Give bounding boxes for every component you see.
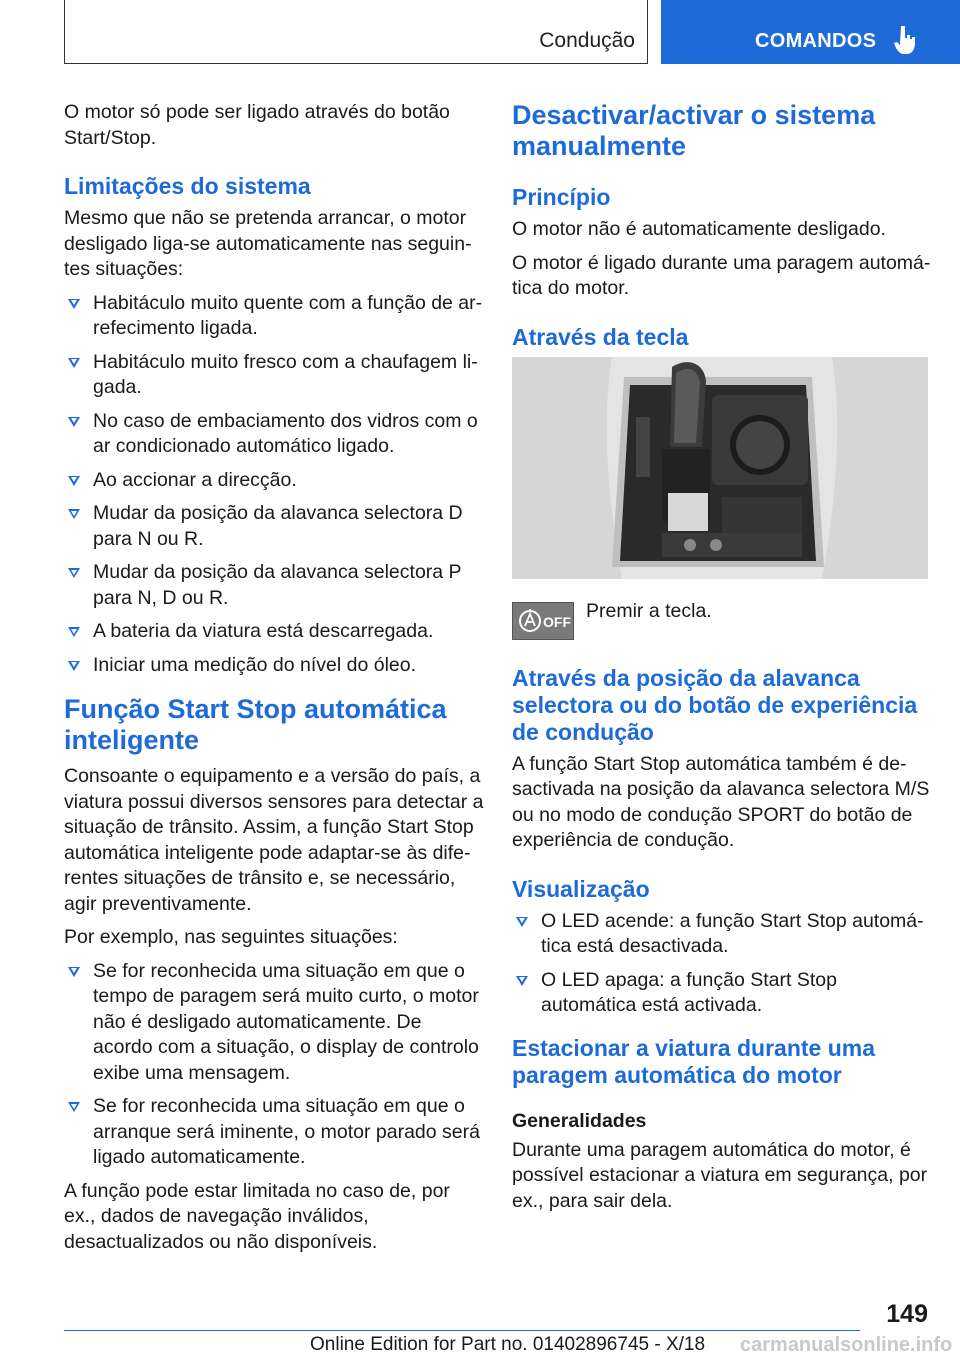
- triangle-bullet-icon: [68, 509, 80, 519]
- triangle-bullet-icon: [516, 917, 528, 927]
- list-item: Ao accionar a direcção.: [64, 468, 484, 494]
- list-item: Se for reconhecida uma situação em que o arranque será iminente, o motor parado será ligado automaticamente.: [64, 1094, 484, 1171]
- principle-heading: Princípio: [512, 184, 611, 210]
- list-item: O LED acende: a função Start Stop automá-tica está desactivada.: [512, 909, 932, 960]
- triangle-bullet-icon: [68, 1102, 80, 1112]
- general-paragraph: Durante uma paragem automática do motor, é possível estacionar a viatura em segurança, por ex., para sair dela.: [512, 1138, 928, 1212]
- lever-paragraph: A função Start Stop automática também é de-sactivada na posição da alavanca selectora M/S ou no modo de condução SPORT do botão de experiência de condução.: [512, 752, 930, 851]
- list-item: Mudar da posição da alavanca selectora D para N ou R.: [64, 501, 484, 552]
- example-list: [64, 959, 484, 1171]
- right-column: [512, 100, 932, 1222]
- list-item: Habitáculo muito quente com a função de ar-refecimento ligada.: [64, 291, 484, 342]
- triangle-bullet-icon: [68, 358, 80, 368]
- center-console-photo: [512, 357, 928, 579]
- list-item: Mudar da posição da alavanca selectora P para N, D ou R.: [64, 560, 484, 611]
- limits-list: [64, 291, 484, 679]
- page-number: 149: [886, 1300, 928, 1328]
- principle-paragraph-1: O motor não é automaticamente desligado.: [512, 218, 886, 240]
- hand-pointer-icon: [893, 24, 919, 58]
- list-item: Habitáculo muito fresco com a chaufagem li-gada.: [64, 350, 484, 401]
- center-console-illustration: [512, 357, 928, 579]
- header-section-title: Condução: [539, 29, 635, 52]
- limits-paragraph: Mesmo que não se pretenda arrancar, o motor desligado liga-se automaticamente nas seguin-tes situações:: [64, 207, 472, 280]
- header-chapter-box: [661, 0, 960, 64]
- park-heading: Estacionar a viatura durante uma paragem automática do motor: [512, 1034, 876, 1088]
- list-item: A bateria da viatura está descarregada.: [64, 619, 484, 645]
- watermark-text: carmanualsonline.info: [740, 1334, 953, 1356]
- list-item: Iniciar uma medição do nível do óleo.: [64, 653, 484, 679]
- triangle-bullet-icon: [68, 627, 80, 637]
- lever-heading: Através da posição da alavanca selectora ou do botão de experiência de condução: [512, 664, 918, 745]
- press-key-text: Premir a tecla.: [586, 599, 712, 622]
- display-list: [512, 909, 932, 1019]
- intro-paragraph: O motor só pode ser ligado através do botão Start/Stop.: [64, 101, 450, 149]
- triangle-bullet-icon: [68, 568, 80, 578]
- limits-heading: Limitações do sistema: [64, 173, 311, 199]
- footer-edition-text: Online Edition for Part no. 01402896745 - X/18: [310, 1334, 706, 1355]
- key-heading: Através da tecla: [512, 323, 689, 350]
- header-chapter-title: COMANDOS: [755, 30, 877, 52]
- list-item: No caso de embaciamento dos vidros com o ar condicionado automático ligado.: [64, 409, 484, 460]
- deactivate-heading: Desactivar/activar o sistema manualmente: [512, 100, 876, 161]
- example-paragraph: Por exemplo, nas seguintes situações:: [64, 926, 398, 948]
- list-item: O LED apaga: a função Start Stop automática está activada.: [512, 968, 932, 1019]
- triangle-bullet-icon: [68, 661, 80, 671]
- limited-paragraph: A função pode estar limitada no caso de, por ex., dados de navegação inválidos, desactualizados ou não disponíveis.: [64, 1179, 450, 1253]
- smart-function-heading: Função Start Stop automática inteligente: [64, 694, 447, 755]
- triangle-bullet-icon: [68, 967, 80, 977]
- svg-text:OFF: OFF: [543, 613, 571, 630]
- left-column: [64, 100, 484, 1263]
- smart-function-paragraph: Consoante o equipamento e a versão do país, a viatura possui diversos sensores para detectar a situação de trânsito. Assim, a função Start Stop automática inteligente pode adaptar-se às dife-rentes situações de trânsito e, se necessário, agir preventivamente.: [64, 765, 484, 915]
- press-key-row: [512, 601, 932, 639]
- triangle-bullet-icon: [68, 299, 80, 309]
- principle-paragraph-2: O motor é ligado durante uma paragem automá-tica do motor.: [512, 251, 931, 299]
- auto-start-stop-off-icon: [512, 602, 574, 640]
- list-item: Se for reconhecida uma situação em que o tempo de paragem será muito curto, o motor não é desligado automaticamente. De acordo com a situação, o display de controlo exibe uma mensagem.: [64, 959, 484, 1087]
- triangle-bullet-icon: [516, 976, 528, 986]
- display-heading: Visualização: [512, 875, 650, 902]
- header-section-box: [64, 0, 648, 64]
- general-heading: Generalidades: [512, 1109, 647, 1132]
- triangle-bullet-icon: [68, 476, 80, 486]
- footer-divider: [64, 1330, 860, 1331]
- triangle-bullet-icon: [68, 417, 80, 427]
